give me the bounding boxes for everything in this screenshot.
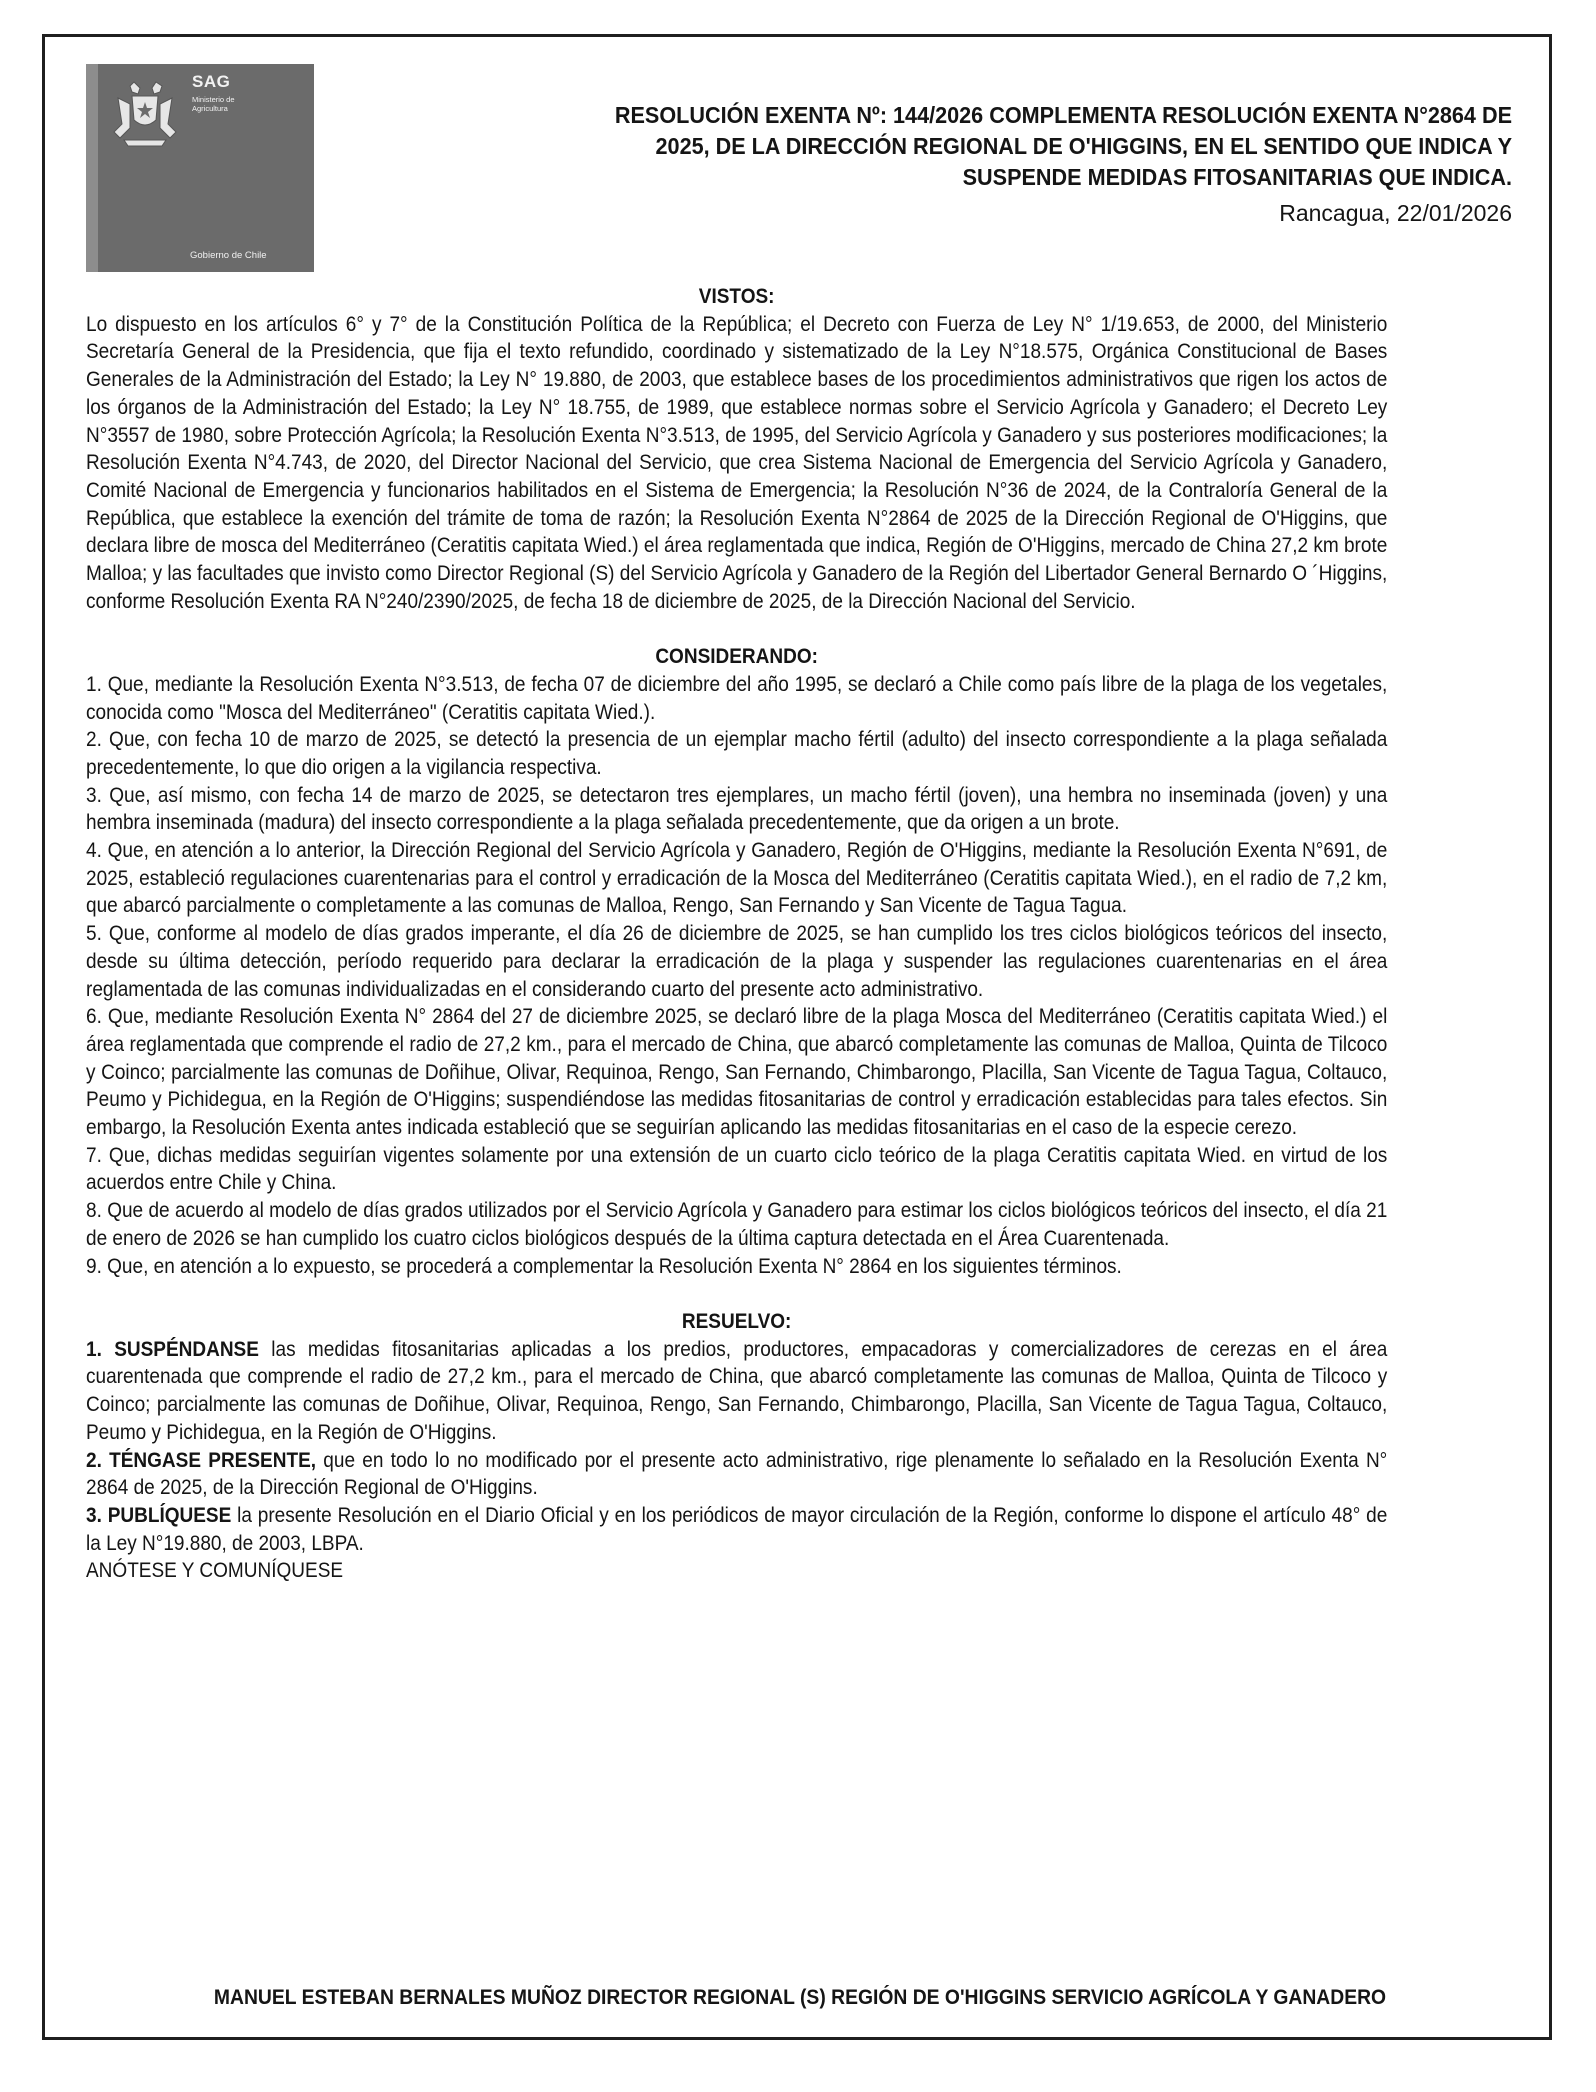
sag-logo bbox=[86, 64, 314, 272]
resuelvo-lead: 3. PUBLÍQUESE bbox=[86, 1503, 232, 1527]
considerando-item: 4. Que, en atención a lo anterior, la Dirección Regional del Servicio Agrícola y Ganadero, Región de O'Higgins, mediante la Resolución Exenta N°691, de 2025, estableció regulaciones cuarentenarias para el control y erradicación de la Mosca del Mediterráneo (Ceratitis capitata Wied.), en el radio de 7,2 km, que abarcó parcialmente o completamente a las comunas de Malloa, Rengo, San Fernando y San Vicente de Tagua Tagua. bbox=[86, 839, 1388, 918]
agency-acronym: SAG bbox=[192, 72, 231, 91]
resuelvo-item bbox=[86, 1447, 1387, 1502]
closing-formula: ANÓTESE Y COMUNÍQUESE bbox=[86, 1559, 344, 1583]
resuelvo-text: las medidas fitosanitarias aplicadas a los predios, productores, empacadoras y comercializadores de cerezas en el área cuarentenada que comprende el radio de 27,2 km., para el mercado de China, que abarcó completamente las comunas de Malloa, Quinta de Tilcoco y Coinco; parcialmente las comunas de Doñihue, Olivar, Requinoa, Rengo, San Fernando, Chimbarongo, Placilla, San Vicente de Tagua Tagua, Coltauco, Peumo y Pichidegua, en la Región de O'Higgins. bbox=[86, 1337, 1388, 1444]
ministry-name: Ministerio de Agricultura bbox=[192, 95, 235, 113]
considerando-item: 8. Que de acuerdo al modelo de días grados utilizados por el Servicio Agrícola y Ganadero para estimar los ciclos biológicos teóricos del insecto, el día 21 de enero de 2026 se han cumplido los cuatro ciclos biológicos después de la última captura detectada en el Área Cuarentenada. bbox=[86, 1199, 1388, 1250]
considerando-heading: CONSIDERANDO: bbox=[655, 645, 818, 669]
considerando-item: 1. Que, mediante la Resolución Exenta N°3.513, de fecha 07 de diciembre del año 1995, se declaró a Chile como país libre de la plaga de los vegetales, conocida como "Mosca del Mediterráneo" (Ceratitis capitata Wied.). bbox=[86, 672, 1388, 724]
vistos-text: Lo dispuesto en los artículos 6° y 7° de la Constitución Política de la República; el Decreto con Fuerza de Ley N° 1/19.653, de 2000, del Ministerio Secretaría General de la Presidencia, que fija el texto refundido, coordinado y sistematizado de la Ley N°18.575, Orgánica Constitucional de Bases Generales de la Administración del Estado; la Ley N° 19.880, de 2003, que establece bases de los procedimientos administrativos que rigen los actos de los órganos de la Administración del Estado; la Ley N° 18.755, de 1989, que establece normas sobre el Servicio Agrícola y Ganadero; el Decreto Ley N°3557 de 1980, sobre Protección Agrícola; la Resolución Exenta N°3.513, de 1995, del Servicio Agrícola y Ganadero y sus posteriores modificaciones; la Resolución Exenta N°4.743, de 2020, del Director Nacional del Servicio, que crea Sistema Nacional de Emergencia del Servicio Agrícola y Ganadero, Comité Nacional de Emergencia y funcionarios habilitados en el Sistema de Emergencia; la Resolución N°36 de 2024, de la Contraloría General de la República, que establece la exención del trámite de toma de razón; la Resolución Exenta N°2864 de 2025 de la Dirección Regional de O'Higgins, que declara libre de mosca del Mediterráneo (Ceratitis capitata Wied.) el área reglamentada que indica, Región de O'Higgins, mercado de China 27,2 km brote Malloa; y las facultades que invisto como Director Regional (S) del Servicio Agrícola y Ganadero de la Región del Libertador General Bernardo O ´Higgins, conforme Resolución Exenta RA N°240/2390/2025, de fecha 18 de diciembre de 2025, de la Dirección Nacional del Servicio. bbox=[86, 312, 1388, 613]
coat-of-arms-icon bbox=[104, 74, 186, 150]
considerando-item: 3. Que, así mismo, con fecha 14 de marzo de 2025, se detectaron tres ejemplares, un macho fértil (joven), una hembra no inseminada (joven) y una hembra inseminada (madura) del insecto correspondiente a la plaga señalada precedentemente, que da origen a un brote. bbox=[86, 783, 1388, 835]
considerando-item: 7. Que, dichas medidas seguirían vigentes solamente por una extensión de un cuarto ciclo teórico de la plaga Ceratitis capitata Wied. en virtud de los acuerdos entre Chile y China. bbox=[86, 1143, 1388, 1195]
considerando-item: 5. Que, conforme al modelo de días grados imperante, el día 26 de diciembre de 2025, se han cumplido los tres ciclos biológicos teóricos del insecto, desde su última detección, período requerido para declarar la erradicación de la plaga y suspender las regulaciones cuarentenarias en el área reglamentada de las comunas individualizadas en el considerando cuarto del presente acto administrativo. bbox=[86, 922, 1388, 1001]
considerando-item: 6. Que, mediante Resolución Exenta N° 2864 del 27 de diciembre 2025, se declaró libre de la plaga Mosca del Mediterráneo (Ceratitis capitata Wied.) el área reglamentada que comprende el radio de 27,2 km., para el mercado de China, que abarcó completamente las comunas de Malloa, Quinta de Tilcoco y Coinco; parcialmente las comunas de Doñihue, Olivar, Requinoa, Rengo, San Fernando, Chimbarongo, Placilla, San Vicente de Tagua Tagua, Coltauco, Peumo y Pichidegua, en la Región de O'Higgins; suspendiéndose las medidas fitosanitarias de control y erradicación establecidas para tales efectos. Sin embargo, la Resolución Exenta antes indicada estableció que se seguirían aplicando las medidas fitosanitarias en el caso de la especie cerezo. bbox=[86, 1005, 1388, 1140]
vistos-heading: VISTOS: bbox=[698, 285, 775, 308]
resuelvo-text: la presente Resolución en el Diario Oficial y en los periódicos de mayor circulación de la Región, conforme lo dispone el artículo 48° de la Ley N°19.880, de 2003, LBPA. bbox=[86, 1503, 1388, 1555]
resuelvo-heading: RESUELVO: bbox=[681, 1309, 792, 1333]
resuelvo-text: que en todo lo no modificado por el presente acto administrativo, rige plenamente lo señalado en la Resolución Exenta N° 2864 de 2025, de la Dirección Regional de O'Higgins. bbox=[86, 1448, 1388, 1500]
government-label: Gobierno de Chile bbox=[190, 250, 267, 261]
resuelvo-item bbox=[86, 1502, 1387, 1557]
logo-stripe bbox=[86, 64, 98, 272]
resolution-title: RESOLUCIÓN EXENTA Nº: 144/2026 COMPLEMENTA RESOLUCIÓN EXENTA N°2864 DE 2025, DE LA DIRECCIÓN REGIONAL DE O'HIGGINS, EN EL SENTIDO QUE INDICA Y SUSPENDE MEDIDAS FITOSANITARIAS QUE INDICA. bbox=[614, 102, 1512, 190]
resuelvo-lead: 1. SUSPÉNDANSE bbox=[86, 1337, 259, 1361]
considerando-item: 2. Que, con fecha 10 de marzo de 2025, se detectó la presencia de un ejemplar macho fértil (adulto) del insecto correspondiente a la plaga señalada precedentemente, lo que dio origen a la vigilancia respectiva. bbox=[86, 728, 1388, 779]
document-body bbox=[86, 283, 1387, 1585]
resuelvo-lead: 2. TÉNGASE PRESENTE, bbox=[86, 1448, 317, 1472]
considerando-item: 9. Que, en atención a lo expuesto, se procederá a complementar la Resolución Exenta N° 2864 en los siguientes términos. bbox=[86, 1254, 1122, 1278]
signature-line: MANUEL ESTEBAN BERNALES MUÑOZ DIRECTOR REGIONAL (S) REGIÓN DE O'HIGGINS SERVICIO AGRÍCOLA Y GANADERO bbox=[213, 1986, 1387, 2009]
resuelvo-item bbox=[86, 1336, 1387, 1447]
place-date: Rancagua, 22/01/2026 bbox=[1279, 200, 1512, 226]
